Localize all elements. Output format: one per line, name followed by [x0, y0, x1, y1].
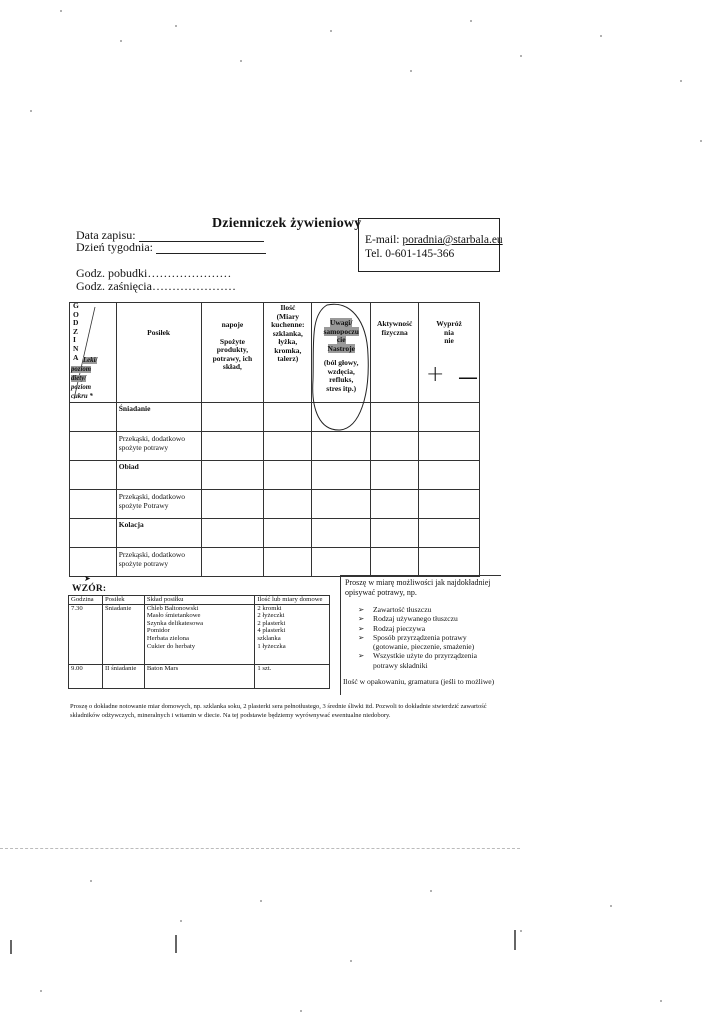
- instruction-text: Wszystkie użyte do przyrządzenia potrawy składniki: [373, 651, 477, 670]
- example-label: WZÓR:: [72, 584, 107, 594]
- date-label: Data zapisu:: [76, 228, 136, 242]
- hour-letter: Z: [73, 326, 79, 336]
- example-amount: 2 plasterki: [257, 619, 286, 627]
- diary-row: [70, 490, 480, 519]
- example-meal: II śniadanie: [102, 664, 144, 688]
- header-amount-line: kuchenne:: [271, 320, 305, 329]
- header-notes-shaded: samopoczu: [323, 326, 359, 336]
- diary-entry-cell[interactable]: [371, 490, 419, 519]
- header-notes-shaded: cie: [336, 335, 346, 344]
- handwritten-circle: [305, 300, 375, 435]
- example-item: Herbata zielona: [146, 634, 189, 642]
- diary-entry-cell[interactable]: [70, 403, 117, 432]
- diary-entry-cell[interactable]: [201, 519, 264, 548]
- sleep-time-field[interactable]: Godz. zaśnięcia…………………: [76, 279, 236, 293]
- hour-letters: [73, 302, 79, 362]
- header-notes-line: (ból głowy,: [323, 358, 359, 367]
- instruction-item: [358, 605, 503, 614]
- diary-entry-cell[interactable]: [70, 519, 117, 548]
- handwritten-dash: —: [458, 365, 478, 389]
- diary-row: [70, 548, 480, 577]
- hour-letter: D: [73, 318, 79, 328]
- hour-extra-part: poziom: [71, 366, 92, 373]
- diary-entry-cell[interactable]: [70, 461, 117, 490]
- example-header-cell: Posiłek: [102, 596, 144, 605]
- hour-extra-part: poziom: [71, 384, 92, 391]
- example-amount: szklanka: [257, 634, 281, 642]
- header-amount-line: kromka,: [274, 345, 302, 355]
- header-drinks-line: napoje: [221, 320, 244, 329]
- meal-section-label: Obiad: [116, 461, 201, 490]
- header-bowel-line: Wypróż: [436, 319, 462, 328]
- page-title: Dzienniczek żywieniowy: [212, 216, 362, 231]
- hour-letter: A: [73, 352, 79, 362]
- diary-entry-cell[interactable]: [419, 548, 480, 577]
- meal-section-label: Śniadanie: [116, 403, 201, 432]
- footnote: Proszę o dokładne notowanie miar domowych, np. szklanka soku, 2 plasterki sera pełnotłustego, 3 średnie śliwki itd. Pozwoli to dokładnie stwierdzić zawartość składników odżywczych, mineralnych i witamin w diecie. Na tej podstawie będziemy wyrównywać ewentualne niedobory.: [70, 703, 487, 719]
- diary-entry-cell[interactable]: [312, 548, 371, 577]
- header-notes-line: refluks,: [329, 375, 354, 384]
- example-amount: 2 łyżeczki: [257, 612, 285, 620]
- diary-entry-cell[interactable]: [371, 519, 419, 548]
- instruction-text: Rodzaj pieczywa: [373, 623, 426, 633]
- header-amount-line: szklanka,: [272, 328, 303, 338]
- header-amount-line: talerz): [277, 354, 299, 363]
- example-header-cell: Skład posiłku: [144, 596, 254, 605]
- header-notes-shaded: Nastroje: [327, 343, 355, 353]
- diary-entry-cell[interactable]: [312, 432, 371, 461]
- header-hour-cell: [70, 303, 117, 403]
- diary-entry-cell[interactable]: [201, 490, 264, 519]
- hour-letter: N: [73, 343, 79, 353]
- header-bowel-line: nia: [444, 327, 455, 337]
- hour-extra-label: [71, 352, 98, 401]
- instructions-list: [358, 605, 503, 670]
- snack-label: Przekąski, dodatkowo spożyte potrawy: [116, 432, 201, 461]
- bullet-arrow-icon: ➢: [358, 623, 365, 633]
- instruction-text: Zawartość tłuszczu: [373, 605, 432, 614]
- example-item: Cukier do herbaty: [146, 642, 196, 650]
- diary-entry-cell[interactable]: [264, 548, 312, 577]
- wake-time-field[interactable]: Godz. pobudki…………………: [76, 266, 232, 280]
- instruction-text: Rodzaj używanego tłuszczu: [373, 614, 458, 624]
- diary-row: [70, 403, 480, 432]
- hour-letter: O: [73, 309, 79, 319]
- header-meal: Posiłek: [116, 303, 201, 403]
- header-notes-shaded: Uwagi/: [329, 318, 353, 327]
- diary-entry-cell[interactable]: [312, 461, 371, 490]
- diary-table: [69, 302, 480, 577]
- bullet-arrow-icon: ➢: [358, 651, 365, 661]
- instruction-item: [358, 651, 503, 670]
- meal-section-label: Kolacja: [116, 519, 201, 548]
- example-amounts: [255, 604, 330, 664]
- example-amounts: [255, 664, 330, 688]
- diary-entry-cell[interactable]: [419, 519, 480, 548]
- example-item: Pomidor: [146, 627, 170, 635]
- header-drinks: [201, 303, 264, 403]
- example-hour: 9.00: [69, 664, 103, 688]
- example-items: [144, 604, 254, 664]
- diary-entry-cell[interactable]: [201, 432, 264, 461]
- header-amount-line: łyżka,: [278, 337, 298, 346]
- example-hour: 7.30: [69, 604, 103, 664]
- diary-entry-cell[interactable]: [419, 490, 480, 519]
- email-label: E-mail:: [365, 234, 403, 246]
- example-arrow: ➤: [84, 574, 91, 583]
- instruction-text: Sposób przyrządzenia potrawy (gotowanie, pieczenie, smażenie): [373, 632, 475, 652]
- instructions-intro: Proszę w miarę możliwości jak najdokładniej opisywać potrawy, np.: [345, 578, 491, 597]
- example-amount: 2 kromki: [257, 604, 282, 612]
- contact-phone: Tel. 0-601-145-366: [365, 248, 455, 260]
- diary-row: [70, 461, 480, 490]
- diary-entry-cell[interactable]: [419, 461, 480, 490]
- header-bowel-line: nie: [444, 336, 454, 345]
- header-activity-line: fizyczna: [381, 327, 408, 337]
- snack-label: Przekąski, dodatkowo spożyte Potrawy: [116, 490, 201, 519]
- diary-entry-cell[interactable]: [264, 490, 312, 519]
- diary-entry-cell[interactable]: [201, 548, 264, 577]
- diary-header-row: [70, 303, 480, 403]
- example-amount: 1 szt.: [257, 664, 272, 672]
- header-activity-line: Aktywność: [376, 319, 413, 328]
- instruction-item: [358, 614, 503, 623]
- header-notes-line: stres itp.): [326, 383, 357, 393]
- contact-box: [358, 218, 503, 272]
- diary-row: [70, 519, 480, 548]
- header-notes-line: wzdęcia,: [327, 366, 355, 376]
- header-activity: [371, 303, 419, 403]
- diary-entry-cell[interactable]: [419, 432, 480, 461]
- example-row: [69, 604, 330, 664]
- instructions-extra: Ilość w opakowaniu, gramatura (jeśli to możliwe): [343, 677, 495, 686]
- diary-entry-cell[interactable]: [264, 432, 312, 461]
- example-header-cell: Ilość lub miary domowe: [255, 596, 330, 605]
- hour-extra-part: diety/: [71, 375, 87, 382]
- example-table: [68, 595, 330, 689]
- example-header-row: [69, 596, 330, 605]
- header-drinks-line: skład,: [222, 362, 242, 371]
- snack-label: Przekąski, dodatkowo spożyte potrawy: [116, 548, 201, 577]
- example-items: [144, 664, 254, 688]
- diary-entry-cell[interactable]: [371, 548, 419, 577]
- example-item: Baton Mars: [146, 664, 179, 672]
- diary-entry-cell[interactable]: [201, 461, 264, 490]
- diary-entry-cell[interactable]: [371, 403, 419, 432]
- instruction-item: [358, 633, 503, 652]
- header-drinks-line: Spożyte: [219, 336, 245, 346]
- bullet-arrow-icon: ➢: [358, 614, 365, 624]
- diary-entry-cell[interactable]: [201, 403, 264, 432]
- diary-entry-cell[interactable]: [264, 519, 312, 548]
- handwritten-plus: +: [426, 362, 445, 387]
- example-amount: 1 łyżeczka: [257, 642, 286, 650]
- diary-row: [70, 432, 480, 461]
- example-meal: Śniadanie: [102, 604, 144, 664]
- example-header-cell: Godzina: [69, 596, 103, 605]
- diary-entry-cell[interactable]: [312, 490, 371, 519]
- hour-letter: I: [73, 335, 76, 345]
- header-amount-line: (Miary: [276, 311, 300, 321]
- weekday-label: Dzień tygodnia:: [76, 240, 153, 254]
- header-drinks-line: potrawy, ich: [212, 353, 253, 363]
- diary-entry-cell[interactable]: [419, 403, 480, 432]
- contact-email: [359, 219, 503, 247]
- hour-extra-part: cukru *: [71, 393, 93, 400]
- diary-entry-cell[interactable]: [312, 519, 371, 548]
- example-row: [69, 664, 330, 688]
- example-item: Chleb Baltonowski: [146, 604, 199, 612]
- email-link[interactable]: poradnia@starbala.eu: [402, 234, 503, 246]
- example-amount: 4 plasterki: [257, 627, 286, 635]
- diary-entry-cell[interactable]: [371, 461, 419, 490]
- diary-entry-cell[interactable]: [371, 432, 419, 461]
- hour-extra-part: Leki/: [83, 357, 98, 364]
- hour-letter: G: [73, 301, 79, 310]
- example-item: Masło śmietankowe: [146, 612, 201, 620]
- example-item: Szynka delikatesowa: [146, 619, 204, 627]
- instruction-item: [358, 624, 503, 633]
- header-drinks-line: produkty,: [216, 345, 249, 354]
- bullet-arrow-icon: ➢: [358, 632, 365, 642]
- header-amount-line: Ilość: [280, 303, 296, 312]
- bullet-arrow-icon: ➢: [358, 605, 365, 614]
- diary-entry-cell[interactable]: [264, 461, 312, 490]
- weekday-field[interactable]: [76, 240, 266, 254]
- diary-entry-cell[interactable]: [70, 432, 117, 461]
- diary-entry-cell[interactable]: [70, 490, 117, 519]
- diary-entry-cell[interactable]: [70, 548, 117, 577]
